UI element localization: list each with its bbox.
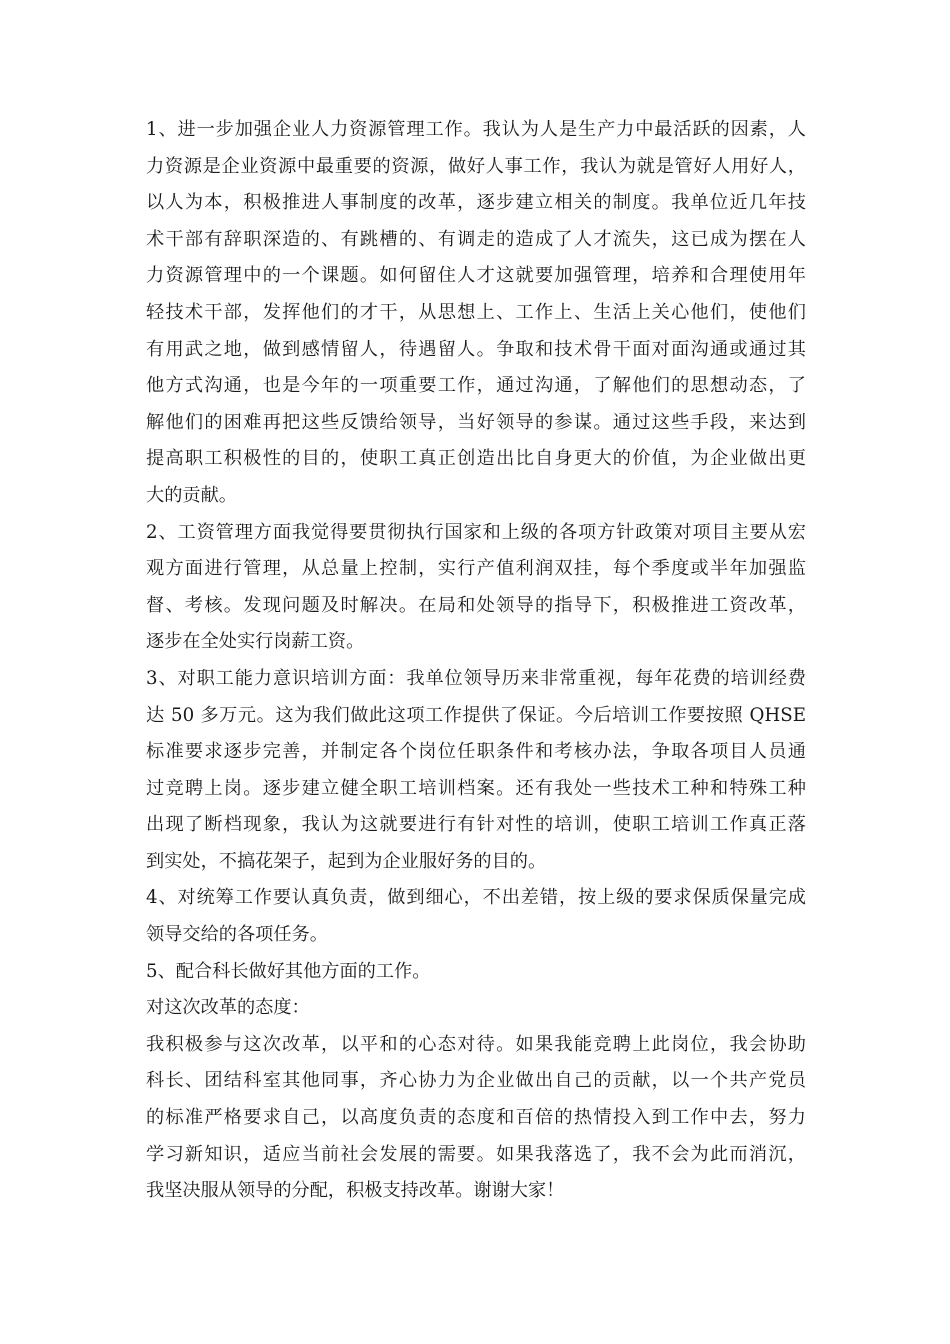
text-line: 大的贡献。: [146, 484, 237, 506]
text-line: 有用武之地，做到感情留人，待遇留人。争取和技术骨干面对面沟通或通过其: [146, 338, 806, 360]
text-line: 到实处，不搞花架子，起到为企业服好务的目的。: [146, 850, 547, 872]
text-line: 解他们的困难再把这些反馈给领导，当好领导的参谋。通过这些手段，来达到: [146, 411, 806, 433]
text-line: 逐步在全处实行岗薪工资。: [146, 631, 365, 653]
text-line: 观方面进行管理，从总量上控制，实行产值利润双挂，每个季度或半年加强监: [146, 558, 806, 580]
text-line: 术干部有辞职深造的、有跳槽的、有调走的造成了人才流失，这已成为摆在人: [146, 228, 806, 250]
text-line: 2、工资管理方面我觉得要贯彻执行国家和上级的各项方针政策对项目主要从宏: [146, 521, 806, 543]
text-line: 轻技术干部，发挥他们的才干，从思想上、工作上、生活上关心他们，使他们: [146, 301, 806, 323]
text-line: 督、考核。发现问题及时解决。在局和处领导的指导下，积极推进工资改革，: [146, 594, 806, 616]
text-line: 力资源是企业资源中最重要的资源，做好人事工作，我认为就是管好人用好人，: [146, 155, 806, 177]
text-line: 的标准严格要求自己，以高度负责的态度和百倍的热情投入到工作中去，努力: [146, 1107, 806, 1129]
document-body: [146, 112, 806, 1210]
text-line: 他方式沟通，也是今年的一项重要工作，通过沟通，了解他们的思想动态，了: [146, 375, 806, 397]
text-line: 对这次改革的态度：: [146, 997, 310, 1019]
text-line: 1、进一步加强企业人力资源管理工作。我认为人是生产力中最活跃的因素，人: [146, 119, 806, 140]
text-line: 标准要求逐步完善，并制定各个岗位任职条件和考核办法，争取各项目人员通: [146, 741, 806, 763]
text-line: 领导交给的各项任务。: [146, 924, 328, 946]
text-line: 3、对职工能力意识培训方面：我单位领导历来非常重视，每年花费的培训经费: [146, 667, 806, 689]
text-line: 提高职工积极性的目的，使职工真正创造出比自身更大的价值，为企业做出更: [146, 448, 806, 470]
text-line: 以人为本，积极推进人事制度的改革，逐步建立相关的制度。我单位近几年技: [146, 192, 806, 214]
text-line: 达 50 多万元。这为我们做此这项工作提供了保证。今后培训工作要按照 QHSE: [146, 704, 806, 726]
text-line: 力资源管理中的一个课题。如何留住人才这就要加强管理，培养和合理使用年: [146, 265, 806, 287]
text-line: 我坚决服从领导的分配，积极支持改革。谢谢大家！: [146, 1180, 565, 1202]
text-line: 科长、团结科室其他同事，齐心协力为企业做出自己的贡献，以一个共产党员: [146, 1070, 806, 1092]
text-line: 4、对统筹工作要认真负责，做到细心，不出差错，按上级的要求保质保量完成: [146, 887, 806, 909]
text-line: 出现了断档现象，我认为这就要进行有针对性的培训，使职工培训工作真正落: [146, 814, 806, 836]
text-line: 我积极参与这次改革，以平和的心态对待。如果我能竞聘上此岗位，我会协助: [146, 1033, 806, 1055]
text-line: 学习新知识，适应当前社会发展的需要。如果我落选了，我不会为此而消沉，: [146, 1143, 806, 1165]
text-line: 5、配合科长做好其他方面的工作。: [146, 960, 431, 982]
text-line: 过竞聘上岗。逐步建立健全职工培训档案。还有我处一些技术工种和特殊工种: [146, 777, 806, 799]
